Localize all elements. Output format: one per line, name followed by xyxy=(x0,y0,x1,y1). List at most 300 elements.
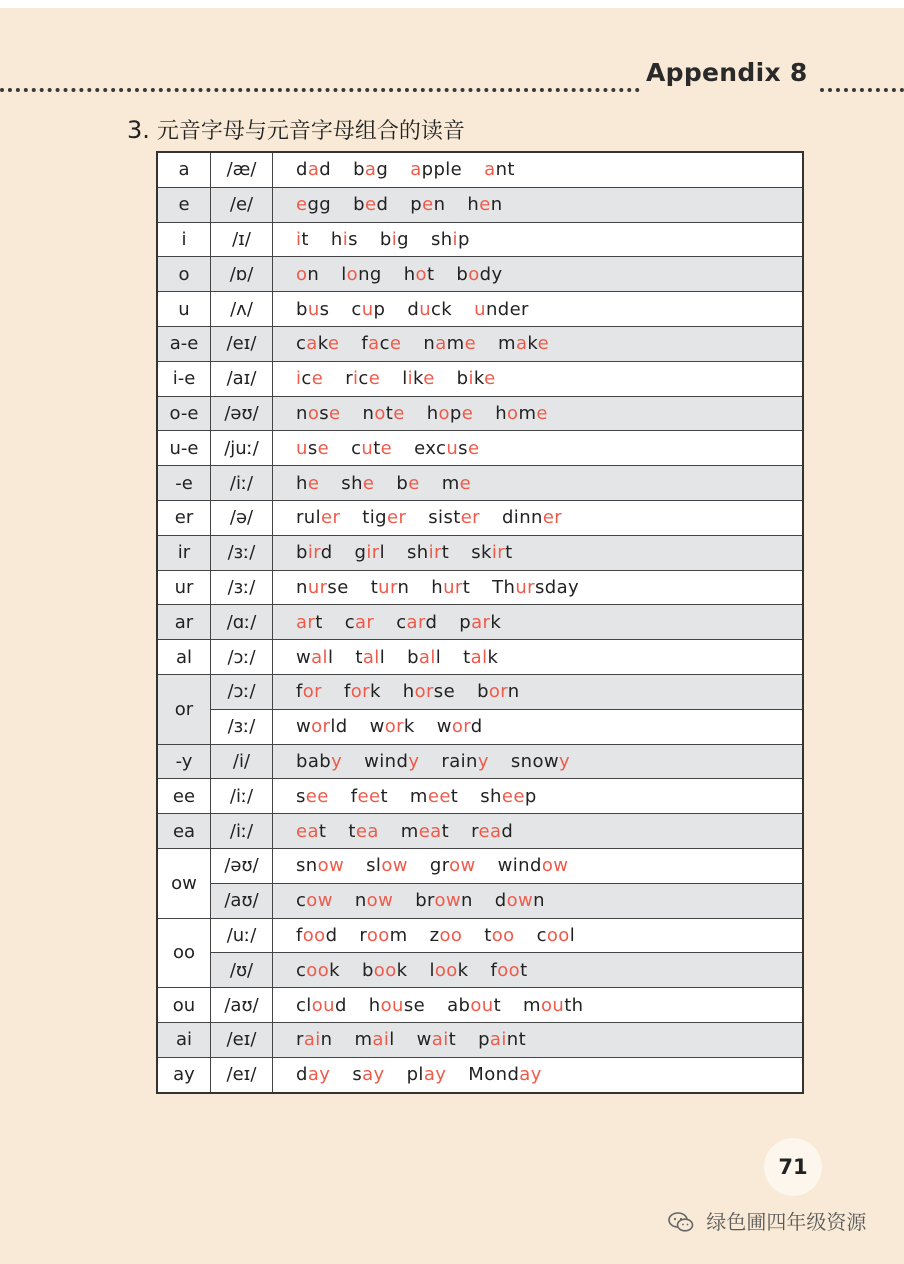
table-row xyxy=(157,257,803,292)
example-word xyxy=(396,612,437,633)
example-word xyxy=(463,647,498,668)
highlighted-letters: a xyxy=(435,333,447,355)
word-part: t xyxy=(355,646,363,668)
word-part: w xyxy=(296,716,312,738)
ipa-cell: /ɜː/ xyxy=(211,570,273,605)
word-part: m xyxy=(441,472,460,494)
word-part: t xyxy=(370,576,379,598)
word-part: snow xyxy=(510,750,560,772)
word-part: se xyxy=(403,994,426,1016)
word-part: sk xyxy=(471,542,492,564)
highlighted-letters: o xyxy=(438,402,450,424)
word-part: s xyxy=(296,785,306,807)
word-part: c xyxy=(296,959,307,981)
word-part: d xyxy=(296,1064,308,1086)
highlighted-letters: y xyxy=(408,750,420,772)
ipa-cell: /ɔː/ xyxy=(211,674,273,709)
example-word xyxy=(474,299,529,320)
highlighted-letters: u xyxy=(419,298,431,320)
word-part: t xyxy=(462,576,471,598)
ipa-cell: /juː/ xyxy=(211,431,273,466)
word-part: nder xyxy=(485,298,529,320)
highlighted-letters: ay xyxy=(519,1064,542,1086)
vowel-letter-cell: ai xyxy=(157,1022,211,1057)
highlighted-letters: oo xyxy=(434,959,458,981)
highlighted-letters: oo xyxy=(439,924,463,946)
word-part: k xyxy=(396,959,408,981)
highlighted-letters: ou xyxy=(380,994,404,1016)
highlighted-letters: y xyxy=(559,750,571,772)
word-part: sl xyxy=(366,855,382,877)
word-part: l xyxy=(435,646,442,668)
ipa-cell: /e/ xyxy=(211,187,273,222)
word-part: m xyxy=(400,820,419,842)
example-word xyxy=(345,368,380,389)
table-row xyxy=(157,605,803,640)
ipa-cell: /ɑː/ xyxy=(211,605,273,640)
example-word xyxy=(410,194,445,215)
dotted-rule-left xyxy=(0,68,640,92)
word-part: l xyxy=(402,368,408,390)
word-part: r xyxy=(296,1029,304,1051)
word-part: g xyxy=(354,542,367,564)
highlighted-letters: e xyxy=(329,402,341,424)
highlighted-letters: a xyxy=(368,333,380,355)
example-word xyxy=(415,890,473,911)
example-word xyxy=(296,299,329,320)
example-word xyxy=(471,542,512,563)
example-words-cell xyxy=(273,1022,804,1057)
highlighted-letters: e xyxy=(459,472,472,494)
word-part: n xyxy=(354,890,367,912)
example-word xyxy=(410,786,458,807)
word-part: n xyxy=(433,194,446,216)
word-part: k xyxy=(403,716,415,738)
example-word xyxy=(495,403,548,424)
word-part: Th xyxy=(492,576,516,598)
highlighted-letters: ou xyxy=(470,994,494,1016)
example-word xyxy=(296,612,323,633)
example-word xyxy=(492,577,579,598)
section-title xyxy=(127,114,465,145)
word-part: rain xyxy=(441,750,478,772)
example-word xyxy=(380,229,409,250)
word-part: h xyxy=(402,681,415,703)
vowel-table-body xyxy=(157,152,803,1093)
example-word xyxy=(348,821,378,842)
example-word xyxy=(480,786,536,807)
word-part: se xyxy=(327,576,349,598)
word-part: d xyxy=(325,924,338,946)
word-part: c xyxy=(344,611,355,633)
word-part: k xyxy=(369,681,381,703)
word-part: w xyxy=(369,716,385,738)
watermark-text: 绿色圃四年级资源 xyxy=(706,1210,867,1234)
word-part: b xyxy=(296,542,308,564)
example-word xyxy=(296,995,347,1016)
vowel-letter-cell: u xyxy=(157,292,211,327)
vowel-letter-cell: i-e xyxy=(157,361,211,396)
highlighted-letters: e xyxy=(536,402,548,424)
word-part: h xyxy=(403,263,416,285)
highlighted-letters: oo xyxy=(546,924,570,946)
word-part: t xyxy=(441,820,450,842)
section-title-text: 元音字母与元音字母组合的读音 xyxy=(156,119,465,144)
word-part: t xyxy=(318,820,327,842)
example-word xyxy=(296,681,322,702)
example-word xyxy=(296,438,329,459)
example-word xyxy=(363,403,405,424)
table-row xyxy=(157,674,803,709)
highlighted-letters: ay xyxy=(423,1064,447,1086)
ipa-cell: /aɪ/ xyxy=(211,361,273,396)
example-word xyxy=(523,995,583,1016)
word-part: s xyxy=(319,402,330,424)
word-part: se xyxy=(433,681,456,703)
word-part: c xyxy=(351,437,362,459)
word-part: l xyxy=(389,1029,395,1051)
example-word xyxy=(495,890,545,911)
vowel-letter-cell: u-e xyxy=(157,431,211,466)
ipa-cell: /iː/ xyxy=(211,779,273,814)
highlighted-letters: e xyxy=(317,437,330,459)
highlighted-letters: e xyxy=(307,472,320,494)
word-part: b xyxy=(477,681,489,703)
word-part: t xyxy=(348,820,356,842)
highlighted-letters: i xyxy=(342,228,349,250)
word-part: k xyxy=(329,959,340,981)
highlighted-letters: e xyxy=(422,194,434,216)
example-words-cell xyxy=(273,361,804,396)
word-part: sh xyxy=(341,472,363,494)
table-row xyxy=(157,814,803,849)
highlighted-letters: e xyxy=(311,368,324,390)
highlighted-letters: oo xyxy=(306,959,330,981)
word-part: k xyxy=(413,368,424,390)
table-row xyxy=(157,779,803,814)
example-words-cell xyxy=(273,222,804,257)
example-word xyxy=(296,577,349,598)
example-words-cell xyxy=(273,257,804,292)
example-word xyxy=(355,647,385,668)
highlighted-letters: ee xyxy=(501,785,525,807)
word-part: g xyxy=(376,159,389,181)
example-word xyxy=(296,194,331,215)
word-part: t xyxy=(448,1029,457,1051)
highlighted-letters: e xyxy=(423,368,435,390)
highlighted-letters: or xyxy=(311,716,331,738)
ipa-cell: /əʊ/ xyxy=(211,848,273,883)
example-word xyxy=(352,1064,384,1085)
table-row xyxy=(157,466,803,501)
example-word xyxy=(362,507,406,528)
highlighted-letters: u xyxy=(361,437,374,459)
table-row xyxy=(157,709,803,744)
word-part: gg xyxy=(307,194,332,216)
example-word xyxy=(437,716,483,737)
example-word xyxy=(442,473,471,494)
word-part: ck xyxy=(431,298,453,320)
table-row xyxy=(157,431,803,466)
highlighted-letters: ai xyxy=(489,1029,507,1051)
example-word xyxy=(407,1064,447,1085)
highlighted-letters: ow xyxy=(317,855,345,877)
word-part: f xyxy=(350,785,358,807)
section-number: 3. xyxy=(127,116,150,144)
word-part: bab xyxy=(296,750,332,772)
example-word xyxy=(498,855,569,876)
word-part: s xyxy=(319,298,330,320)
word-part: n xyxy=(490,194,503,216)
highlighted-letters: e xyxy=(389,333,402,355)
example-word xyxy=(353,194,388,215)
word-part: h xyxy=(495,402,508,424)
ipa-cell: /ɒ/ xyxy=(211,257,273,292)
highlighted-letters: ow xyxy=(434,890,461,912)
word-part: ld xyxy=(330,716,348,738)
word-part: n xyxy=(296,576,308,598)
table-row xyxy=(157,988,803,1023)
vowel-letter-cell: or xyxy=(157,674,211,744)
word-part: c xyxy=(396,611,407,633)
word-part: p xyxy=(459,611,472,633)
highlighted-letters: i xyxy=(468,368,474,390)
highlighted-letters: er xyxy=(321,507,341,529)
vowel-letter-cell: ur xyxy=(157,570,211,605)
table-row xyxy=(157,222,803,257)
word-part: t xyxy=(505,542,513,564)
word-part: b xyxy=(456,368,469,390)
highlighted-letters: o xyxy=(468,263,480,285)
example-word xyxy=(369,995,425,1016)
highlighted-letters: ea xyxy=(296,820,319,842)
word-part: s xyxy=(458,437,468,459)
word-part: n xyxy=(507,681,520,703)
word-part: ab xyxy=(447,994,471,1016)
word-part: h xyxy=(431,576,444,598)
word-part: s xyxy=(352,1064,363,1086)
word-part: m xyxy=(389,924,408,946)
word-part: s xyxy=(348,228,358,250)
ipa-cell: /ʌ/ xyxy=(211,292,273,327)
word-part: t xyxy=(484,924,492,946)
example-word xyxy=(296,925,337,946)
vowel-letter-cell: ay xyxy=(157,1057,211,1092)
word-part: t xyxy=(426,263,435,285)
example-word xyxy=(296,960,340,981)
ipa-cell: /ɜː/ xyxy=(211,535,273,570)
highlighted-letters: ow xyxy=(506,890,534,912)
word-part: br xyxy=(415,890,435,912)
example-word xyxy=(331,229,358,250)
highlighted-letters: o xyxy=(415,263,427,285)
word-part: m xyxy=(446,333,465,355)
highlighted-letters: ir xyxy=(307,542,321,564)
example-word xyxy=(296,751,342,772)
highlighted-letters: or xyxy=(451,716,471,738)
ipa-cell: /eɪ/ xyxy=(211,1022,273,1057)
example-word xyxy=(429,960,468,981)
example-word xyxy=(362,960,407,981)
table-row xyxy=(157,361,803,396)
word-part: c xyxy=(301,368,312,390)
highlighted-letters: ow xyxy=(366,890,394,912)
word-part: t xyxy=(493,994,502,1016)
highlighted-letters: i xyxy=(452,228,458,250)
example-word xyxy=(296,403,341,424)
example-words-cell xyxy=(273,883,804,918)
example-word xyxy=(296,264,319,285)
word-part: tig xyxy=(362,507,387,529)
highlighted-letters: ai xyxy=(303,1029,321,1051)
word-part: cl xyxy=(296,994,312,1016)
vowel-letter-cell: ir xyxy=(157,535,211,570)
highlighted-letters: ea xyxy=(418,820,442,842)
example-word xyxy=(427,403,474,424)
word-part: l xyxy=(341,263,347,285)
highlighted-letters: al xyxy=(362,646,380,668)
vowel-letter-cell: a-e xyxy=(157,326,211,361)
word-part: dinn xyxy=(501,507,543,529)
vowel-letter-cell: -y xyxy=(157,744,211,779)
highlighted-letters: ar xyxy=(296,611,316,633)
word-part: d xyxy=(470,716,483,738)
ipa-cell: /aʊ/ xyxy=(211,988,273,1023)
example-word xyxy=(296,647,333,668)
example-word xyxy=(430,925,463,946)
word-part: l xyxy=(429,959,435,981)
highlighted-letters: a xyxy=(410,159,422,181)
ipa-cell: /iː/ xyxy=(211,814,273,849)
vowel-letter-cell: e xyxy=(157,187,211,222)
example-words-cell xyxy=(273,709,804,744)
ipa-cell: /uː/ xyxy=(211,918,273,953)
highlighted-letters: u xyxy=(361,298,374,320)
highlighted-letters: u xyxy=(446,437,459,459)
vowel-letter-cell: a xyxy=(157,152,211,187)
word-part: t xyxy=(315,611,323,633)
word-part: t xyxy=(441,542,450,564)
ipa-cell: /ɜː/ xyxy=(211,709,273,744)
word-part: h xyxy=(467,194,480,216)
word-part: c xyxy=(379,333,390,355)
example-word xyxy=(511,751,570,772)
example-word xyxy=(396,473,419,494)
highlighted-letters: o xyxy=(346,263,359,285)
ipa-cell: /i/ xyxy=(211,744,273,779)
example-word xyxy=(296,1029,332,1050)
word-part: ng xyxy=(358,263,382,285)
word-part: m xyxy=(409,785,428,807)
highlighted-letters: ee xyxy=(305,785,329,807)
example-word xyxy=(296,821,326,842)
table-row xyxy=(157,152,803,187)
word-part: sh xyxy=(480,785,502,807)
example-word xyxy=(296,890,333,911)
example-word xyxy=(354,1029,394,1050)
vowel-sounds-table xyxy=(156,151,804,1094)
word-part: sn xyxy=(296,855,318,877)
ipa-cell: /ɔː/ xyxy=(211,640,273,675)
example-word xyxy=(537,925,576,946)
example-words-cell xyxy=(273,396,804,431)
highlighted-letters: e xyxy=(362,472,375,494)
vowel-letter-cell: ar xyxy=(157,605,211,640)
word-part: w xyxy=(416,1029,432,1051)
table-row xyxy=(157,883,803,918)
highlighted-letters: or xyxy=(384,716,404,738)
word-part: sh xyxy=(430,228,453,250)
highlighted-letters: ir xyxy=(491,542,506,564)
word-part: d xyxy=(319,159,332,181)
example-word xyxy=(341,473,374,494)
highlighted-letters: or xyxy=(350,681,370,703)
highlighted-letters: al xyxy=(470,646,488,668)
word-part: l xyxy=(379,542,385,564)
example-word xyxy=(401,821,449,842)
word-part: k xyxy=(473,368,485,390)
highlighted-letters: ow xyxy=(306,890,333,912)
example-word xyxy=(471,821,513,842)
word-part: l xyxy=(569,924,576,946)
table-row xyxy=(157,848,803,883)
word-part: k xyxy=(527,333,538,355)
highlighted-letters: e xyxy=(368,368,381,390)
table-row xyxy=(157,396,803,431)
word-part: d xyxy=(425,611,438,633)
highlighted-letters: e xyxy=(327,333,340,355)
highlighted-letters: y xyxy=(331,750,343,772)
example-word xyxy=(351,786,388,807)
highlighted-letters: er xyxy=(386,507,407,529)
example-word xyxy=(457,368,496,389)
word-part: f xyxy=(490,959,498,981)
example-words-cell xyxy=(273,814,804,849)
highlighted-letters: e xyxy=(537,333,550,355)
example-words-cell xyxy=(273,953,804,988)
example-word xyxy=(296,507,340,528)
highlighted-letters: or xyxy=(414,681,434,703)
ipa-cell: /eɪ/ xyxy=(211,326,273,361)
word-part: h xyxy=(330,228,343,250)
word-part: b xyxy=(353,194,365,216)
highlighted-letters: e xyxy=(364,194,377,216)
example-words-cell xyxy=(273,326,804,361)
example-word xyxy=(355,890,393,911)
word-part: sist xyxy=(428,507,461,529)
example-word xyxy=(456,264,502,285)
word-part: n xyxy=(362,402,375,424)
vowel-letter-cell: o-e xyxy=(157,396,211,431)
word-part: c xyxy=(296,890,307,912)
word-part: wind xyxy=(497,855,542,877)
word-part: wind xyxy=(364,750,409,772)
highlighted-letters: ir xyxy=(366,542,380,564)
vowel-letter-cell: ea xyxy=(157,814,211,849)
example-word xyxy=(344,681,381,702)
word-part: d xyxy=(501,820,514,842)
word-part: l xyxy=(327,646,334,668)
example-word xyxy=(402,368,434,389)
table-row xyxy=(157,953,803,988)
vowel-letter-cell: o xyxy=(157,257,211,292)
table-row xyxy=(157,640,803,675)
highlighted-letters: e xyxy=(464,333,477,355)
example-word xyxy=(296,855,344,876)
highlighted-letters: ar xyxy=(355,611,375,633)
word-part: d xyxy=(376,194,389,216)
table-row xyxy=(157,500,803,535)
